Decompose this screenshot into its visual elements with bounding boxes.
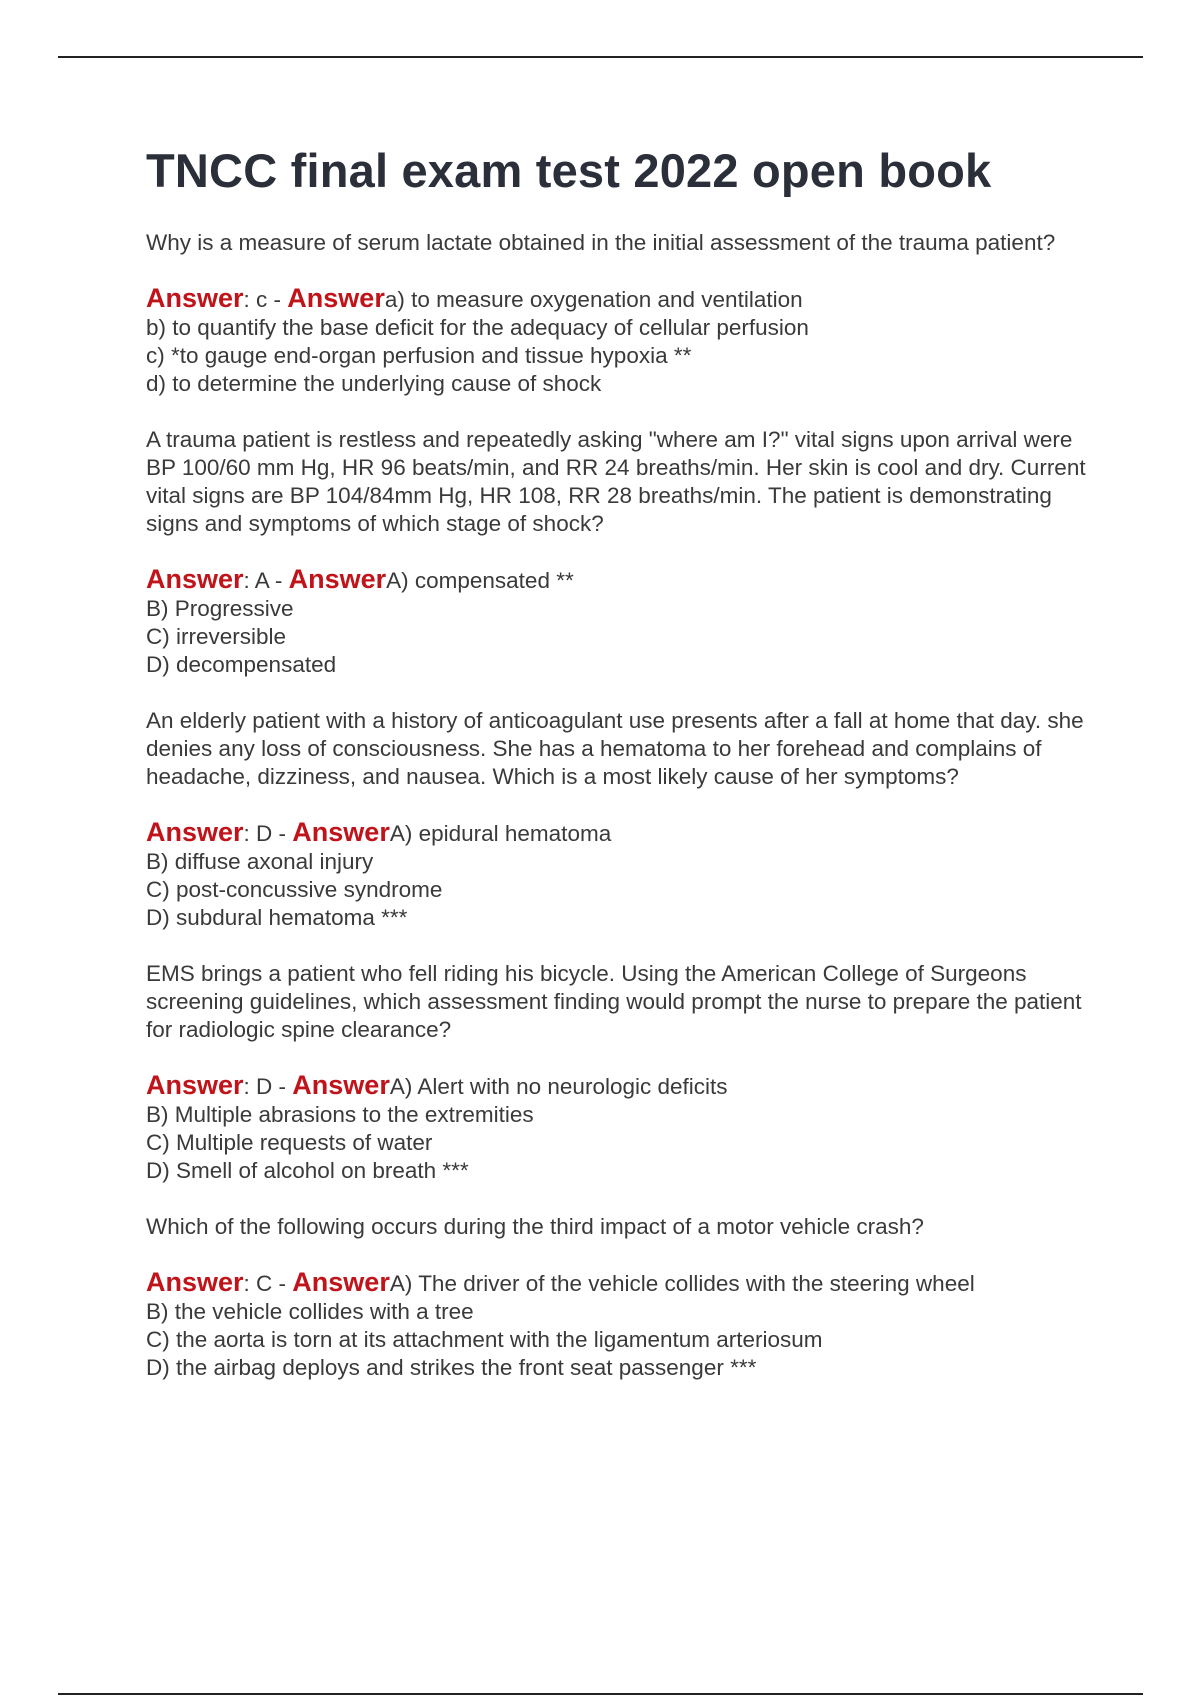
document-body <box>146 142 1091 1410</box>
bottom-rule <box>58 1693 1143 1695</box>
answer-line <box>146 565 1091 595</box>
answer-key: : C - <box>243 1271 293 1296</box>
answer-label: Answer <box>146 1070 244 1100</box>
answer-block <box>146 1071 1091 1185</box>
answer-line <box>146 284 1091 314</box>
qa-item <box>146 707 1091 932</box>
answer-label: Answer <box>146 564 244 594</box>
answer-label: Answer <box>292 817 390 847</box>
qa-item <box>146 229 1091 398</box>
answer-key: : c - <box>243 287 288 312</box>
answer-option: D) decompensated <box>146 652 337 677</box>
answer-label: Answer <box>146 1267 244 1297</box>
answer-label: Answer <box>146 283 244 313</box>
question-text: Why is a measure of serum lactate obtained in the initial assessment of the trauma patient? <box>146 230 1056 255</box>
answer-line <box>146 818 1091 848</box>
answer-block <box>146 565 1091 679</box>
answer-option: C) irreversible <box>146 624 287 649</box>
answer-option: c) *to gauge end-organ perfusion and tissue hypoxia ** <box>146 343 692 368</box>
answer-option: A) Alert with no neurologic deficits <box>389 1074 728 1099</box>
answer-key: : A - <box>243 568 289 593</box>
answer-line <box>146 1268 1091 1298</box>
answer-option: D) subdural hematoma *** <box>146 905 408 930</box>
answer-option: A) compensated ** <box>386 568 574 593</box>
question-text: An elderly patient with a history of anticoagulant use presents after a fall at home that day. she denies any loss of consciousness. She has a hematoma to her forehead and complains of headache, dizziness, and nausea. Which is a most likely cause of her symptoms? <box>146 708 1084 789</box>
qa-item <box>146 960 1091 1185</box>
answer-option: A) The driver of the vehicle collides with the steering wheel <box>389 1271 975 1296</box>
answer-block <box>146 1268 1091 1382</box>
answer-line <box>146 1071 1091 1101</box>
answer-label: Answer <box>292 1070 390 1100</box>
answer-option: A) epidural hematoma <box>389 821 612 846</box>
top-rule <box>58 56 1143 58</box>
answer-option: C) Multiple requests of water <box>146 1130 433 1155</box>
answer-key: : D - <box>243 821 293 846</box>
answer-label: Answer <box>288 564 387 594</box>
answer-block <box>146 818 1091 932</box>
qa-item <box>146 1213 1091 1382</box>
answer-option: a) to measure oxygenation and ventilation <box>384 287 803 312</box>
answer-option: B) diffuse axonal injury <box>146 849 374 874</box>
qa-item <box>146 426 1091 679</box>
answer-option: B) Multiple abrasions to the extremities <box>146 1102 534 1127</box>
answer-option: B) the vehicle collides with a tree <box>146 1299 474 1324</box>
question-text: EMS brings a patient who fell riding his bicycle. Using the American College of Surgeons screening guidelines, which assessment finding would prompt the nurse to prepare the patient for radiologic spine clearance? <box>146 961 1082 1042</box>
answer-option: C) the aorta is torn at its attachment with the ligamentum arteriosum <box>146 1327 823 1352</box>
answer-label: Answer <box>146 817 244 847</box>
document-title: TNCC final exam test 2022 open book <box>146 144 992 197</box>
answer-option: C) post-concussive syndrome <box>146 877 443 902</box>
answer-option: b) to quantify the base deficit for the adequacy of cellular perfusion <box>146 315 809 340</box>
question-text: A trauma patient is restless and repeatedly asking "where am I?" vital signs upon arrival were BP 100/60 mm Hg, HR 96 beats/min, and RR 24 breaths/min. Her skin is cool and dry. Current vital signs are BP 104/84mm Hg, HR 108, RR 28 breaths/min. The patient is demonstrating signs and symptoms of which stage of shock? <box>146 427 1086 536</box>
answer-key: : D - <box>243 1074 293 1099</box>
answer-label: Answer <box>292 1267 390 1297</box>
answer-option: B) Progressive <box>146 596 294 621</box>
answer-option: D) Smell of alcohol on breath *** <box>146 1158 469 1183</box>
answer-option: d) to determine the underlying cause of shock <box>146 371 602 396</box>
question-text: Which of the following occurs during the third impact of a motor vehicle crash? <box>146 1214 924 1239</box>
answer-option: D) the airbag deploys and strikes the front seat passenger *** <box>146 1355 757 1380</box>
answer-label: Answer <box>287 283 385 313</box>
answer-block <box>146 284 1091 398</box>
